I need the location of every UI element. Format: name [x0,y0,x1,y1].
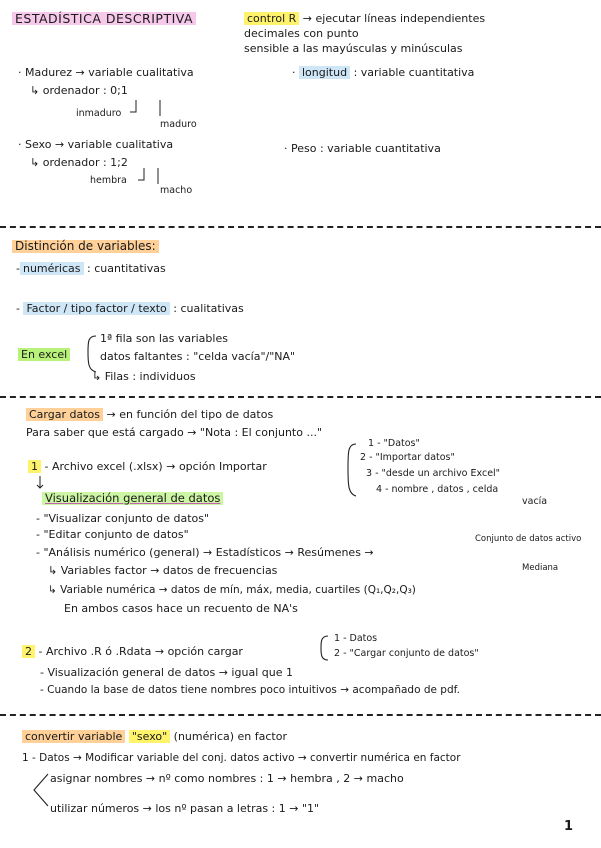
madurez-ordenador: ↳ ordenador : 0;1 [30,84,128,97]
step1-option-4b: vacía [522,496,548,507]
excel-line-3: ↳ Filas : individuos [92,370,196,383]
cargar-title-line [26,408,273,421]
sexo-line: · Sexo → variable cualitativa [18,138,174,151]
step2-text: - Archivo .R ó .Rdata → opción cargar [38,645,243,658]
factor-label: Factor / tipo factor / texto [23,302,169,315]
madurez-maduro: maduro [160,119,197,130]
cargar-title: Cargar datos [26,408,103,421]
mediana-label: Mediana [522,563,559,573]
step2-nombres: - Cuando la base de datos tiene nombres poco intuitivos → acompañado de pdf. [40,684,460,696]
visual-line-4: ↳ Variables factor → datos de frecuencias [48,564,278,577]
sexo-ordenador: ↳ ordenador : 1;2 [30,156,128,169]
step1-line [28,460,267,473]
step1-text: - Archivo excel (.xlsx) → opción Importar [44,460,267,473]
down-arrow [36,476,44,490]
visual-line-6: En ambos casos hace un recuento de NA's [64,602,298,615]
case-note: sensible a las mayúsculas y minúsculas [244,42,463,55]
step1-number: 1 [28,460,41,473]
longitud-label: longitud [299,66,350,79]
sexo-macho: macho [160,185,193,196]
step1-option-1: 1 - "Datos" [368,438,420,449]
longitud-line: · longitud : variable cuantitativa [292,66,475,79]
excel-label: En excel [18,348,70,361]
convertir-title-line [22,730,287,743]
cargar-title-rest: → en función del tipo de datos [106,408,274,421]
para-saber-line: Para saber que está cargado → "Nota : El conjunto ..." [26,426,323,439]
divider [0,226,601,228]
convertir-brace [30,772,50,808]
factor-desc: : cualitativas [173,302,244,315]
numericas-label: numéricas [20,262,84,275]
distincion-title: Distinción de variables: [12,240,159,253]
control-r-note [244,12,485,25]
step2-number: 2 [22,645,35,658]
step1-option-4: 4 - nombre , datos , celda [376,484,499,495]
factor-line: - Factor / tipo factor / texto : cualitativas [16,302,244,315]
numericas-line: - numéricas : cuantitativas [16,262,166,275]
step1-option-2: 2 - "Importar datos" [360,452,455,463]
visual-line-5: ↳ Variable numérica → datos de mín, máx, media, cuartiles (Q₁,Q₂,Q₃) [48,584,416,596]
divider [0,714,601,716]
convertir-title: convertir variable [22,730,125,743]
madurez-arrows [130,100,170,122]
step2-visual: - Visualización general de datos → igual que 1 [40,666,293,679]
madurez-line: · Madurez → variable cualitativa [18,66,194,79]
sexo-hembra: hembra [90,175,127,186]
convertir-line-1: 1 - Datos → Modificar variable del conj. datos activo → convertir numérica en factor [22,752,461,764]
decimal-note: decimales con punto [244,27,359,40]
control-r-label: control R [244,12,299,25]
visual-line-3-end: Conjunto de datos activo [475,534,582,544]
madurez-inmaduro: inmaduro [76,108,122,119]
visual-line-1: - "Visualizar conjunto de datos" [36,512,210,525]
step2-line [22,645,243,658]
excel-line-1: 1ª fila son las variables [100,332,228,345]
peso-line: · Peso : variable cuantitativa [284,142,441,155]
numericas-desc: : cuantitativas [87,262,166,275]
convertir-sexo: "sexo" [129,730,170,743]
visual-line-3: - "Análisis numérico (general) → Estadísticos → Resúmenes → [36,546,374,559]
step2-option-1: 1 - Datos [334,633,378,644]
step1-brace [342,442,358,498]
step2-brace [316,634,330,662]
step2-option-2: 2 - "Cargar conjunto de datos" [334,648,479,659]
longitud-desc: : variable cuantitativa [353,66,475,79]
excel-line-2: datos faltantes : "celda vacía"/"NA" [100,350,296,363]
page-number: 1 [564,819,574,834]
step1-option-3: 3 - "desde un archivo Excel" [366,468,501,479]
control-r-desc: → ejecutar líneas independientes [302,12,486,25]
convertir-title-rest: (numérica) en factor [173,730,287,743]
sexo-arrows [138,168,168,190]
page-title: ESTADÍSTICA DESCRIPTIVA [12,12,196,25]
divider [0,396,601,398]
convertir-line-2: asignar nombres → nº como nombres : 1 → hembra , 2 → macho [50,772,404,785]
convertir-line-3: utilizar números → los nº pasan a letras : 1 → "1" [50,802,320,815]
visual-line-2: - "Editar conjunto de datos" [36,528,189,541]
visualizacion-title: Visualización general de datos [42,492,223,505]
